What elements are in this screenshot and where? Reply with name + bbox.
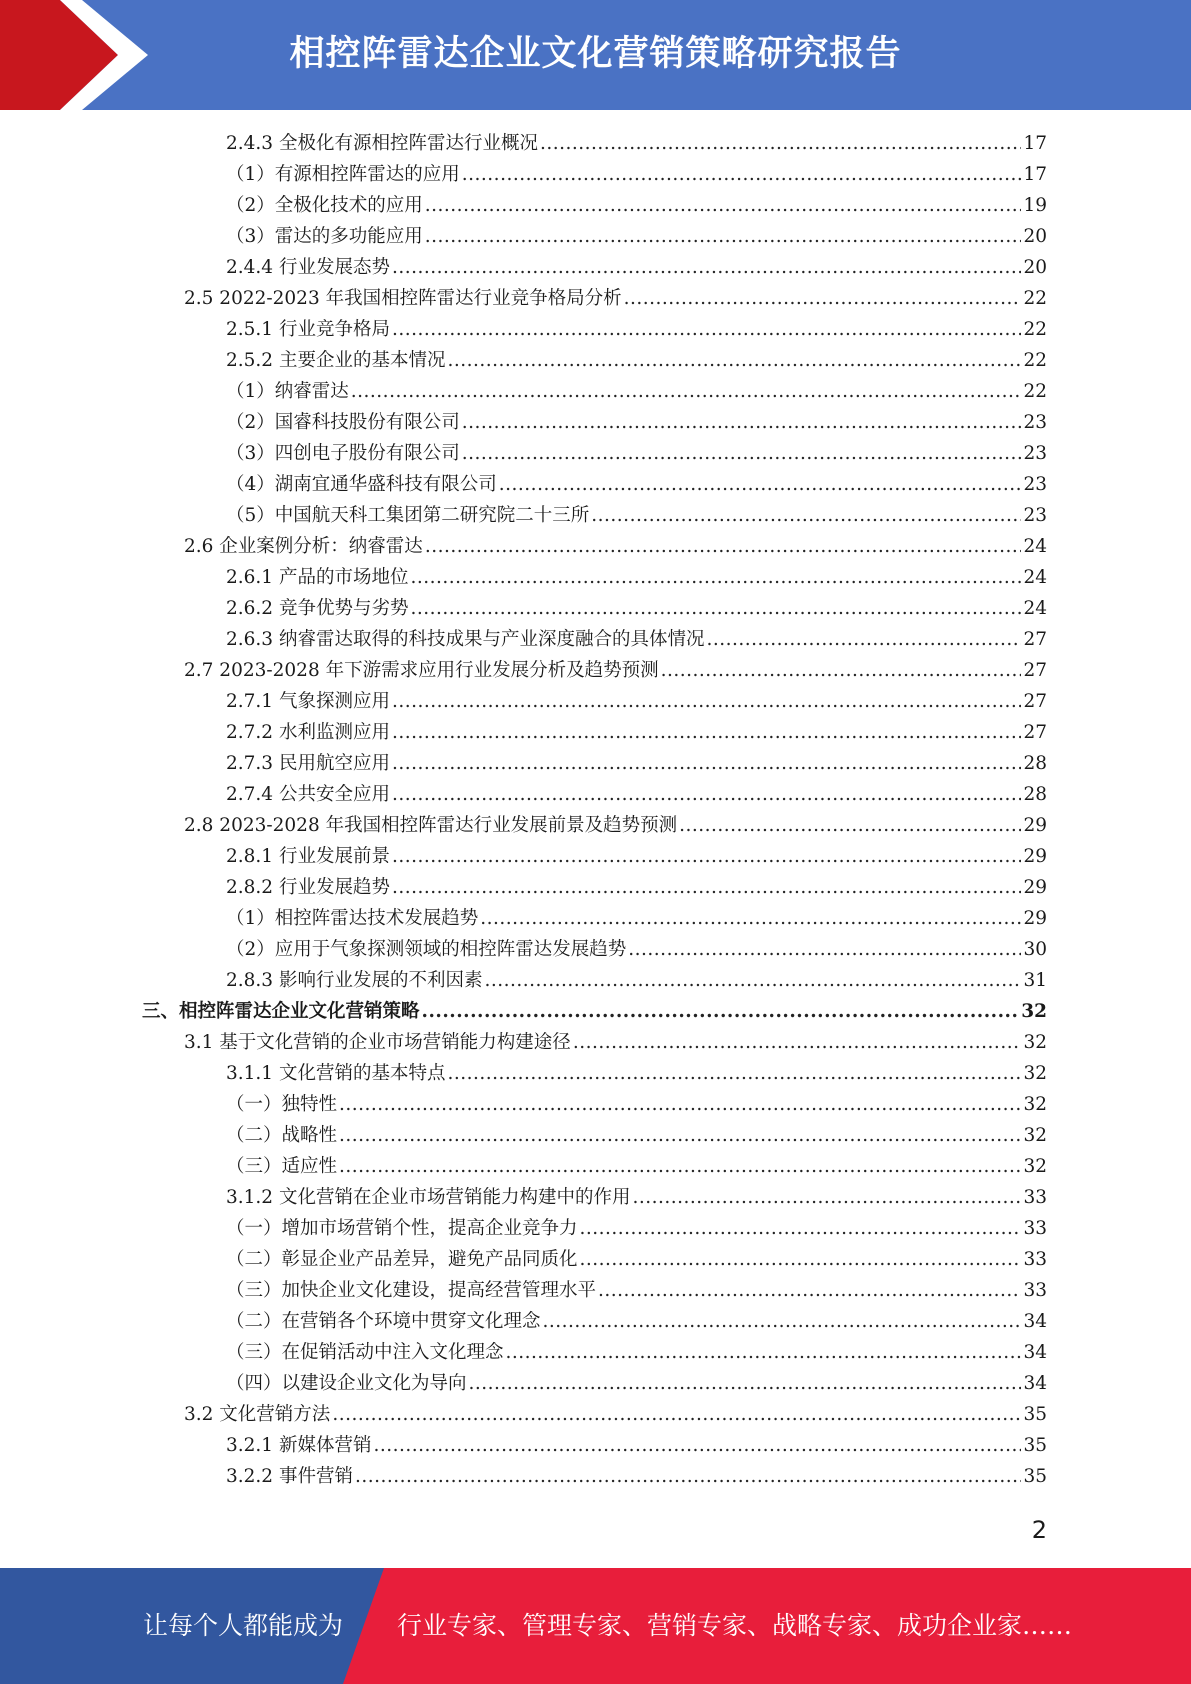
header-arrow-decoration — [0, 0, 150, 110]
footer-slogan-left: 让每个人都能成为 — [143, 1611, 344, 1640]
toc-entry-page: 28 — [1023, 753, 1047, 774]
toc-entry-page: 35 — [1023, 1404, 1047, 1425]
toc-entry-title: 2.7.1 气象探测应用 — [226, 691, 390, 712]
toc-leader-dots — [540, 128, 1021, 159]
page-header — [0, 0, 1191, 110]
toc-entry[interactable] — [226, 934, 1047, 965]
toc-entry[interactable] — [226, 1306, 1047, 1337]
toc-entry-title: （4）湖南宜通华盛科技有限公司 — [226, 474, 497, 495]
toc-entry-title: 2.7.2 水利监测应用 — [226, 722, 390, 743]
toc-leader-dots — [355, 1461, 1022, 1492]
toc-entry-title: （一）增加市场营销个性，提高企业竞争力 — [226, 1218, 578, 1239]
toc-entry-title: 2.5 2022-2023 年我国相控阵雷达行业竞争格局分析 — [184, 288, 622, 309]
toc-leader-dots — [484, 965, 1021, 996]
toc-entry[interactable] — [226, 1058, 1047, 1089]
toc-entry-page: 31 — [1023, 970, 1047, 991]
toc-entry-page: 27 — [1023, 629, 1047, 650]
toc-entry-title: （二）彰显企业产品差异，避免产品同质化 — [226, 1249, 578, 1270]
toc-entry-page: 19 — [1023, 195, 1047, 216]
toc-leader-dots — [624, 283, 1022, 314]
toc-leader-dots — [392, 872, 1021, 903]
toc-entry-title: 3.2.1 新媒体营销 — [226, 1435, 372, 1456]
toc-leader-dots — [392, 252, 1021, 283]
toc-entry[interactable] — [184, 283, 1047, 314]
report-title: 相控阵雷达企业文化营销策略研究报告 — [289, 34, 902, 74]
toc-entry-page: 29 — [1023, 908, 1047, 929]
toc-entry-page: 17 — [1023, 164, 1047, 185]
toc-leader-dots — [392, 748, 1021, 779]
toc-entry[interactable] — [226, 252, 1047, 283]
toc-entry-page: 20 — [1023, 226, 1047, 247]
toc-entry-title: （2）全极化技术的应用 — [226, 195, 423, 216]
toc-entry[interactable] — [226, 686, 1047, 717]
toc-entry-page: 35 — [1023, 1466, 1047, 1487]
toc-entry-page: 35 — [1023, 1435, 1047, 1456]
toc-leader-dots — [392, 314, 1021, 345]
toc-entry[interactable] — [184, 1399, 1047, 1430]
toc-entry-page: 32 — [1023, 1063, 1047, 1084]
toc-entry-title: （三）加快企业文化建设，提高经营管理水平 — [226, 1280, 597, 1301]
toc-leader-dots — [425, 531, 1022, 562]
toc-entry[interactable] — [226, 965, 1047, 996]
toc-entry[interactable] — [226, 469, 1047, 500]
toc-entry-page: 28 — [1023, 784, 1047, 805]
toc-leader-dots — [425, 221, 1022, 252]
toc-entry[interactable] — [226, 1120, 1047, 1151]
toc-entry[interactable] — [226, 841, 1047, 872]
toc-entry-page: 33 — [1023, 1249, 1047, 1270]
toc-leader-dots — [351, 376, 1022, 407]
toc-leader-dots — [373, 1430, 1021, 1461]
toc-entry[interactable] — [226, 345, 1047, 376]
toc-entry-page: 23 — [1023, 443, 1047, 464]
toc-entry[interactable] — [226, 190, 1047, 221]
toc-entry-page: 24 — [1023, 536, 1047, 557]
toc-entry-title: 3.1.1 文化营销的基本特点 — [226, 1063, 446, 1084]
toc-entry[interactable] — [226, 903, 1047, 934]
toc-entry[interactable] — [226, 159, 1047, 190]
toc-entry-title: （三）适应性 — [226, 1156, 338, 1177]
toc-leader-dots — [339, 1089, 1021, 1120]
toc-leader-dots — [392, 841, 1021, 872]
toc-entry[interactable] — [226, 593, 1047, 624]
toc-entry-page: 33 — [1023, 1280, 1047, 1301]
toc-entry-page: 17 — [1023, 133, 1047, 154]
toc-chapter-entry[interactable] — [142, 996, 1047, 1027]
toc-entry-page: 27 — [1023, 660, 1047, 681]
toc-leader-dots — [573, 1027, 1022, 1058]
toc-leader-dots — [598, 1275, 1021, 1306]
toc-leader-dots — [499, 469, 1022, 500]
toc-leader-dots — [410, 562, 1021, 593]
toc-leader-dots — [632, 1182, 1021, 1213]
toc-leader-dots — [447, 1058, 1021, 1089]
toc-entry-page: 23 — [1023, 505, 1047, 526]
toc-leader-dots — [410, 593, 1021, 624]
toc-entry-title: 2.8 2023-2028 年我国相控阵雷达行业发展前景及趋势预测 — [184, 815, 678, 836]
toc-leader-dots — [392, 779, 1021, 810]
toc-entry[interactable] — [226, 500, 1047, 531]
toc-entry[interactable] — [226, 438, 1047, 469]
toc-entry-title: 3.2.2 事件营销 — [226, 1466, 353, 1487]
toc-entry-page: 20 — [1023, 257, 1047, 278]
toc-entry-page: 27 — [1023, 691, 1047, 712]
toc-leader-dots — [580, 1213, 1022, 1244]
toc-entry[interactable] — [226, 314, 1047, 345]
toc-entry[interactable] — [226, 1089, 1047, 1120]
toc-leader-dots — [591, 500, 1021, 531]
toc-entry[interactable] — [226, 1337, 1047, 1368]
toc-entry-title: 2.5.1 行业竞争格局 — [226, 319, 390, 340]
toc-entry-title: 2.5.2 主要企业的基本情况 — [226, 350, 446, 371]
toc-entry-page: 29 — [1023, 877, 1047, 898]
toc-entry-page: 22 — [1023, 381, 1047, 402]
toc-entry-title: 2.8.3 影响行业发展的不利因素 — [226, 970, 483, 991]
toc-entry-title: 3.2 文化营销方法 — [184, 1404, 331, 1425]
toc-entry[interactable] — [226, 407, 1047, 438]
toc-entry-page: 34 — [1023, 1311, 1047, 1332]
toc-entry-page: 32 — [1023, 1094, 1047, 1115]
toc-entry[interactable] — [226, 221, 1047, 252]
toc-entry[interactable] — [226, 624, 1047, 655]
toc-entry-title: 2.6.3 纳睿雷达取得的科技成果与产业深度融合的具体情况 — [226, 629, 705, 650]
toc-entry[interactable] — [226, 1182, 1047, 1213]
toc-leader-dots — [628, 934, 1021, 965]
toc-entry-page: 23 — [1023, 474, 1047, 495]
toc-leader-dots — [706, 624, 1021, 655]
toc-entry[interactable] — [226, 562, 1047, 593]
toc-entry-page: 32 — [1023, 1125, 1047, 1146]
toc-leader-dots — [480, 903, 1021, 934]
toc-entry-title: 2.4.4 行业发展态势 — [226, 257, 390, 278]
toc-entry[interactable] — [226, 128, 1047, 159]
toc-entry-title: 2.7 2023-2028 年下游需求应用行业发展分析及趋势预测 — [184, 660, 659, 681]
toc-entry[interactable] — [226, 748, 1047, 779]
toc-entry-title: 3.1 基于文化营销的企业市场营销能力构建途径 — [184, 1032, 571, 1053]
toc-leader-dots — [447, 345, 1021, 376]
toc-entry-title: （四）以建设企业文化为导向 — [226, 1373, 467, 1394]
toc-leader-dots — [422, 996, 1020, 1027]
toc-entry[interactable] — [226, 1213, 1047, 1244]
toc-entry[interactable] — [184, 810, 1047, 841]
toc-entry-page: 33 — [1023, 1218, 1047, 1239]
toc-entry-title: （3）四创电子股份有限公司 — [226, 443, 460, 464]
toc-leader-dots — [469, 1368, 1022, 1399]
toc-entry-title: （2）应用于气象探测领域的相控阵雷达发展趋势 — [226, 939, 627, 960]
toc-entry-title: 2.7.4 公共安全应用 — [226, 784, 390, 805]
toc-entry-title: 三、相控阵雷达企业文化营销策略 — [142, 1001, 420, 1022]
toc-entry-page: 22 — [1023, 288, 1047, 309]
toc-entry-title: 2.6 企业案例分析：纳睿雷达 — [184, 536, 423, 557]
page-footer — [0, 1568, 1191, 1684]
page-number: 2 — [1031, 1516, 1047, 1544]
toc-entry-title: （5）中国航天科工集团第二研究院二十三所 — [226, 505, 590, 526]
toc-entry-title: （二）战略性 — [226, 1125, 338, 1146]
toc-entry-title: （1）有源相控阵雷达的应用 — [226, 164, 460, 185]
toc-entry-title: 2.8.2 行业发展趋势 — [226, 877, 390, 898]
toc-leader-dots — [392, 686, 1021, 717]
footer-slogan-right: 行业专家、管理专家、营销专家、战略专家、成功企业家…… — [397, 1611, 1073, 1640]
toc-entry-title: 3.1.2 文化营销在企业市场营销能力构建中的作用 — [226, 1187, 631, 1208]
toc-entry[interactable] — [226, 1461, 1047, 1492]
toc-entry-title: （一）独特性 — [226, 1094, 338, 1115]
toc-entry[interactable] — [226, 1430, 1047, 1461]
toc-entry-page: 34 — [1023, 1373, 1047, 1394]
toc-entry-title: （三）在促销活动中注入文化理念 — [226, 1342, 504, 1363]
toc-entry[interactable] — [226, 1151, 1047, 1182]
toc-entry[interactable] — [226, 779, 1047, 810]
toc-entry-page: 32 — [1023, 1156, 1047, 1177]
toc-entry-page: 33 — [1023, 1187, 1047, 1208]
toc-entry-title: 2.6.2 竞争优势与劣势 — [226, 598, 409, 619]
toc-entry-title: （2）国睿科技股份有限公司 — [226, 412, 460, 433]
toc-leader-dots — [462, 438, 1022, 469]
toc-entry-page: 24 — [1023, 598, 1047, 619]
toc-entry-page: 27 — [1023, 722, 1047, 743]
toc-leader-dots — [661, 655, 1022, 686]
toc-entry-title: （1）相控阵雷达技术发展趋势 — [226, 908, 479, 929]
toc-leader-dots — [580, 1244, 1022, 1275]
toc-leader-dots — [462, 407, 1022, 438]
toc-entry-page: 23 — [1023, 412, 1047, 433]
toc-entry[interactable] — [226, 1244, 1047, 1275]
toc-entry-page: 24 — [1023, 567, 1047, 588]
toc-leader-dots — [339, 1120, 1021, 1151]
toc-entry[interactable] — [226, 717, 1047, 748]
toc-entry-title: 2.6.1 产品的市场地位 — [226, 567, 409, 588]
toc-entry-page: 29 — [1023, 815, 1047, 836]
toc-entry-title: 2.4.3 全极化有源相控阵雷达行业概况 — [226, 133, 538, 154]
toc-leader-dots — [392, 717, 1021, 748]
toc-leader-dots — [425, 190, 1022, 221]
toc-entry[interactable] — [226, 872, 1047, 903]
toc-entry-title: （3）雷达的多功能应用 — [226, 226, 423, 247]
toc-entry[interactable] — [226, 1368, 1047, 1399]
toc-entry[interactable] — [184, 655, 1047, 686]
toc-entry-title: （二）在营销各个环境中贯穿文化理念 — [226, 1311, 541, 1332]
toc-entry-page: 32 — [1021, 1001, 1047, 1022]
toc-leader-dots — [462, 159, 1022, 190]
toc-leader-dots — [543, 1306, 1022, 1337]
toc-entry[interactable] — [184, 531, 1047, 562]
toc-entry[interactable] — [184, 1027, 1047, 1058]
toc-leader-dots — [679, 810, 1021, 841]
toc-entry-page: 34 — [1023, 1342, 1047, 1363]
toc-entry-title: 2.7.3 民用航空应用 — [226, 753, 390, 774]
toc-entry[interactable] — [226, 1275, 1047, 1306]
toc-entry-page: 30 — [1023, 939, 1047, 960]
toc-entry-page: 29 — [1023, 846, 1047, 867]
toc-entry-title: （1）纳睿雷达 — [226, 381, 349, 402]
toc-entry-title: 2.8.1 行业发展前景 — [226, 846, 390, 867]
toc-leader-dots — [339, 1151, 1021, 1182]
toc-entry-page: 22 — [1023, 350, 1047, 371]
toc-entry[interactable] — [226, 376, 1047, 407]
toc-entry-page: 32 — [1023, 1032, 1047, 1053]
toc-leader-dots — [506, 1337, 1022, 1368]
toc-leader-dots — [332, 1399, 1021, 1430]
toc-entry-page: 22 — [1023, 319, 1047, 340]
